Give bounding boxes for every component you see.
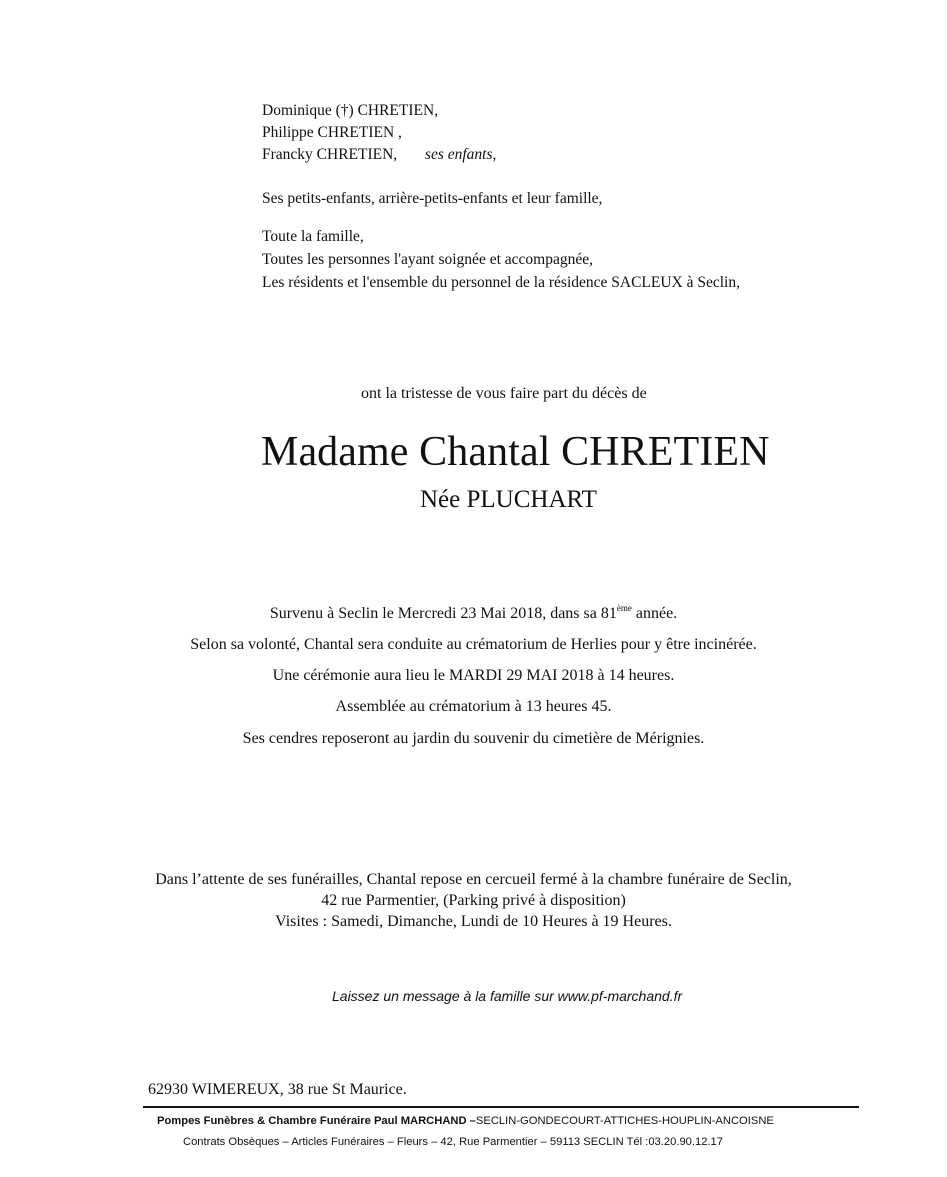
footer-company-name: Pompes Funèbres & Chambre Funéraire Paul MARCHAND – xyxy=(157,1115,476,1127)
all-family-line: Toute la famille, xyxy=(262,228,364,245)
ceremony-details: Une cérémonie aura lieu le MARDI 29 MAI 2018 à 14 heures. xyxy=(272,667,675,684)
address-line: 62930 WIMEREUX, 38 rue St Maurice. xyxy=(148,1081,407,1098)
announcement-intro: ont la tristesse de vous faire part du décès de xyxy=(361,385,647,402)
assembly-details: Assemblée au crématorium à 13 heures 45. xyxy=(335,698,612,715)
funeral-home-line-1: Dans l’attente de ses funérailles, Chantal repose en cercueil fermé à la chambre funéraire de Seclin, xyxy=(155,871,792,888)
deceased-name: Madame Chantal CHRETIEN xyxy=(261,429,770,475)
death-details-end: année. xyxy=(631,605,678,622)
cremation-details: Selon sa volonté, Chantal sera conduite au crématorium de Herlies pour y être incinérée. xyxy=(190,636,757,653)
death-details xyxy=(0,604,947,624)
caregivers-line: Toutes les personnes l'ayant soignée et accompagnée, xyxy=(262,251,593,268)
footer-company-line xyxy=(157,1114,774,1128)
ashes-details: Ses cendres reposeront au jardin du souvenir du cimetière de Mérignies. xyxy=(242,730,705,747)
maiden-name: Née PLUCHART xyxy=(420,486,597,513)
family-member-3-name: Francky CHRETIEN, xyxy=(262,146,398,163)
ordinal-superscript: ème xyxy=(616,602,632,613)
footer-divider xyxy=(143,1106,859,1108)
death-details-main: Survenu à Seclin le Mercredi 23 Mai 2018, dans sa 81 xyxy=(269,605,617,622)
children-role-suffix: , xyxy=(492,146,497,163)
funeral-home-line-3: Visites : Samedi, Dimanche, Lundi de 10 Heures à 19 Heures. xyxy=(275,913,672,930)
residents-line: Les résidents et l'ensemble du personnel de la résidence SACLEUX à Seclin, xyxy=(262,274,740,291)
grandchildren-line: Ses petits-enfants, arrière-petits-enfants et leur famille, xyxy=(262,190,603,207)
family-member-1: Dominique (†) CHRETIEN, xyxy=(262,102,439,119)
family-member-3 xyxy=(262,145,496,165)
family-member-2: Philippe CHRETIEN , xyxy=(262,124,402,141)
children-role-label: ses enfants xyxy=(424,146,493,163)
funeral-home-line-2: 42 rue Parmentier, (Parking privé à disposition) xyxy=(321,892,626,909)
footer-locations: SECLIN-GONDECOURT-ATTICHES-HOUPLIN-ANCOISNE xyxy=(475,1115,774,1127)
condolence-message-link[interactable]: Laissez un message à la famille sur www.pf-marchand.fr xyxy=(332,988,683,1004)
footer-services-line: Contrats Obsèques – Articles Funéraires – Fleurs – 42, Rue Parmentier – 59113 SECLIN Tél :03.20.90.12.17 xyxy=(183,1136,723,1148)
